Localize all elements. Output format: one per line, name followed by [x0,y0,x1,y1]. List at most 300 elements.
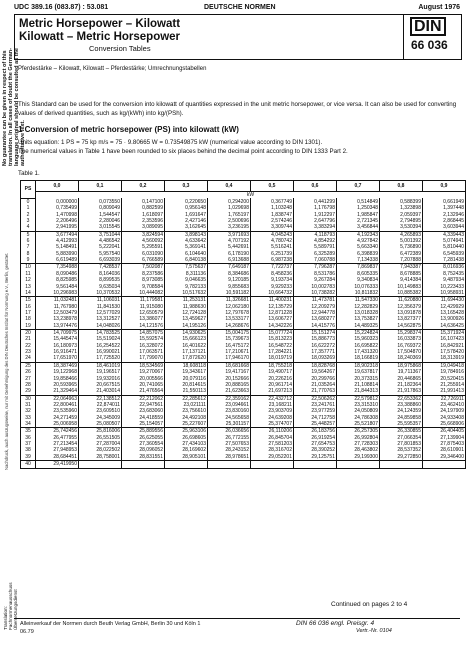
kw-value: 9,414384 [380,277,423,283]
kw-value: 25,227607 [165,421,208,428]
kw-value: 4,927842 [337,238,380,244]
kw-value: 25,521807 [337,421,380,428]
publisher-org: DEUTSCHE NORMEN [204,4,276,11]
kw-value: 6,325289 [294,251,337,257]
kw-value: 25,963106 [165,428,208,435]
kw-value: 24,345009 [79,415,122,421]
ps-value: 20 [21,329,36,336]
kw-value: 4,633642 [165,238,208,244]
kw-value: 19,417167 [208,369,251,375]
kw-value: 16,401622 [165,343,208,349]
kw-value [294,461,337,468]
kw-value: 0,220650 [165,198,208,205]
kw-value: 21,917863 [380,388,423,395]
kw-value: 3,309744 [251,224,294,231]
kw-value: 11,620880 [380,297,423,304]
ps-value: 0 [21,198,36,205]
kw-value: 28,537352 [380,447,423,453]
kw-value: 0,882599 [122,205,165,211]
ps-value: 37 [21,441,36,447]
kw-value [251,461,294,468]
kw-value: 28,831551 [122,454,165,461]
kw-value: 9,855683 [208,283,251,289]
kw-value: 16,475172 [208,343,251,349]
ps-value: 33 [21,415,36,421]
kw-value: 9,782133 [165,283,208,289]
kw-value: 22,947561 [122,402,165,408]
kw-value: 7,281438 [423,257,466,264]
kw-value: 3,236195 [208,224,251,231]
kw-value: 26,772155 [208,435,251,441]
title-block [14,14,462,60]
column-header: 0,3 [165,181,208,192]
kw-value: 25,448257 [294,421,337,428]
kw-value: 11,106031 [79,297,122,304]
kw-value: 13,533177 [208,316,251,322]
kw-value: 21,182364 [380,382,423,388]
ps-value: 14 [21,290,36,297]
kw-value: 2,794895 [380,218,423,224]
kw-value: 6,178190 [208,251,251,257]
kw-value: 20,079116 [165,376,208,382]
column-header: 0,6 [294,181,337,192]
kw-value [423,461,466,468]
table-row [21,290,466,297]
table-row [21,421,466,428]
ps-value: 1 [21,205,36,211]
kw-value: 19,270067 [122,369,165,375]
kw-value: 7,060788 [294,257,337,264]
kw-value: 1,985847 [337,212,380,218]
ps-value: 2 [21,212,36,218]
kw-value: 28,169602 [165,447,208,453]
kw-value: 16,990021 [79,349,122,355]
kw-value: 8,752435 [423,271,466,277]
kw-value: 23,903709 [251,408,294,414]
ps-value: 13 [21,283,36,289]
kw-value: 7,502087 [122,264,165,271]
kw-value: 20,446865 [380,376,423,382]
kw-value: 22,874011 [79,402,122,408]
kw-value: 13,312527 [79,316,122,322]
kw-value: 14,562875 [380,323,423,330]
kw-value: 24,786308 [337,415,380,421]
kw-value: 9,929233 [251,283,294,289]
table-row [21,355,466,362]
kw-value: 29,052201 [251,454,294,461]
kw-value: 6,987238 [251,257,294,264]
kw-value: 17,578420 [423,349,466,355]
kw-value: 29,199300 [337,454,380,461]
kw-value: 12,577029 [79,310,122,316]
kw-value [208,461,251,468]
kw-value: 2,206496 [36,218,79,224]
kw-value: 25,301157 [208,421,251,428]
kw-value: 4,265893 [380,231,423,238]
kw-value: 10,517632 [165,290,208,297]
kw-value: 1,618097 [122,212,165,218]
kw-value: 8,458236 [251,271,294,277]
kw-value: 26,845704 [251,435,294,441]
kw-value [380,461,423,468]
kw-value: 7,649187 [208,264,251,271]
kw-value: 13,606727 [251,316,294,322]
kw-value: 1,912297 [294,212,337,218]
kw-value: 15,813223 [251,336,294,342]
ps-value: 18 [21,316,36,322]
title-line-2: Kilowatt – Metric Horsepower [19,31,181,43]
kw-value: 19,343617 [165,369,208,375]
kw-value: 17,063571 [122,349,165,355]
kw-value: 5,516241 [251,244,294,250]
ps-value: 3 [21,218,36,224]
kw-value: 22,726911 [423,395,466,402]
kw-value: 18,387469 [36,362,79,369]
kw-value: 18,608118 [165,362,208,369]
table-row [21,264,466,271]
kw-value: 7,869837 [337,264,380,271]
kw-value: 26,551505 [79,435,122,441]
kw-value: 0,588399 [380,198,423,205]
kw-value: 0,441299 [294,198,337,205]
kw-value: 27,066354 [380,435,423,441]
kw-value: 20,005566 [122,376,165,382]
kw-value: 18,902318 [337,362,380,369]
kw-value: 12,356379 [380,304,423,310]
table-row [21,323,466,330]
ps-value: 35 [21,428,36,435]
kw-value: 3,015545 [79,224,122,231]
kw-value: 14,121576 [122,323,165,330]
kw-value: 0,735499 [36,205,79,211]
kw-value: 1,103248 [251,205,294,211]
kw-value: 15,592574 [122,336,165,342]
kw-value: 15,151274 [294,329,337,336]
kw-value: 15,519024 [79,336,122,342]
kw-value: 24,565658 [208,415,251,421]
kw-value: 18,681668 [208,362,251,369]
intro-paragraph: This Standard can be used for the conversion into kilowatt of quantities expressed in the unit metric horsepower, or vice versa. It can also be used for converting values of derived quantities, such as kg/(kWh) into kg/(PSh). [18,101,457,117]
kw-value: 16,622272 [294,343,337,349]
kw-value: 5,295591 [122,244,165,250]
ps-value: 6 [21,238,36,244]
publisher-line: Alleinverkauf der Normen durch Beuth Verlag GmbH, Berlin 30 und Köln 1 [20,621,201,627]
kw-value: 1,470998 [36,212,79,218]
kw-value: 20,741065 [122,382,165,388]
kw-value: 21,770763 [294,388,337,395]
kw-value: 10,885382 [380,290,423,297]
table-row [21,224,466,231]
kw-value: 3,603944 [423,224,466,231]
kw-value: 24,933408 [423,415,466,421]
kw-value: 23,315310 [337,402,380,408]
kw-value: 27,507653 [208,441,251,447]
kw-value: 27,287004 [79,441,122,447]
kw-value: 11,694430 [423,297,466,304]
kw-value: 10,444082 [122,290,165,297]
kw-value: 23,462410 [423,402,466,408]
kw-value: 14,268676 [208,323,251,330]
kw-value: 8,384686 [208,271,251,277]
kw-value: 2,353596 [122,218,165,224]
kw-value: 0,809049 [79,205,122,211]
kw-value: 15,666123 [165,336,208,342]
kw-value: 26,404405 [423,428,466,435]
kw-value: 22,506262 [294,395,337,402]
kw-value: 5,736890 [380,244,423,250]
kw-value: 26,625055 [122,435,165,441]
column-header: 0,2 [122,181,165,192]
kw-value: 20,888165 [208,382,251,388]
kw-value: 25,742456 [36,428,79,435]
kw-value: 17,946170 [208,355,251,362]
kw-value: 10,076333 [337,283,380,289]
kw-value: 18,166819 [337,355,380,362]
ps-header: PS [21,181,36,199]
ps-value: 11 [21,271,36,277]
kw-value: 10,664732 [251,290,294,297]
column-header: 0,7 [337,181,380,192]
kw-value: 24,197909 [423,408,466,414]
ps-value: 12 [21,277,36,283]
kw-value: 3,824594 [122,231,165,238]
kw-value: 2,427146 [165,218,208,224]
print-code: 06.79 [20,629,34,635]
kw-value: 17,210671 [208,349,251,355]
kw-value: 23,609510 [79,408,122,414]
kw-value: 5,589791 [294,244,337,250]
kw-value: 18,828768 [294,362,337,369]
kw-value: 8,678885 [380,271,423,277]
kw-value: 4,854292 [294,238,337,244]
kw-value: 5,222041 [79,244,122,250]
unit-row [21,192,466,199]
kw-value: 10,002783 [294,283,337,289]
kw-value: 21,550113 [165,388,208,395]
kw-value: 21,991413 [423,388,466,395]
divider [403,15,404,59]
ps-value: 39 [21,454,36,461]
kw-value: 14,342226 [251,323,294,330]
kw-value: 6,251739 [251,251,294,257]
column-header: 0,8 [380,181,423,192]
ps-value: 34 [21,421,36,428]
kw-value: 23,756610 [165,408,208,414]
kw-value: 12,062180 [208,304,251,310]
kw-value: 0,294200 [208,198,251,205]
kw-value: 23,241761 [294,402,337,408]
kw-value: 16,842921 [423,343,466,349]
kw-value: 7,354988 [36,264,79,271]
kw-value: 22,212062 [122,395,165,402]
kw-value: 24,271459 [36,415,79,421]
kw-value [122,461,165,468]
kw-value: 9,120185 [208,277,251,283]
kw-value: 24,492108 [165,415,208,421]
kw-value: 14,048026 [79,323,122,330]
copyright-note: Nachdruck, auch auszugsweise, nur mit Genehmigung des DIN Deutsches Institut für Normung e.V., Berlin, gestattet. [4,252,9,470]
kw-value: 21,697213 [251,388,294,395]
kw-value: 4,780742 [251,238,294,244]
kw-value: 21,844313 [337,388,380,395]
kw-value: 10,296983 [36,290,79,297]
column-header: 0,1 [79,181,122,192]
kw-value: 27,213454 [36,441,79,447]
kw-value: 11,179581 [122,297,165,304]
kw-value: 3,751044 [79,231,122,238]
kw-value: 13,827377 [380,316,423,322]
kw-value: 27,360554 [122,441,165,447]
kw-value: 21,623663 [208,388,251,395]
kw-value: 21,255914 [423,382,466,388]
kw-value: 20,373315 [337,376,380,382]
kw-value: 21,035264 [294,382,337,388]
kw-value: 28,905101 [165,454,208,461]
kw-value: 3,162645 [165,224,208,231]
kw-value: 7,134338 [337,257,380,264]
kw-value: 22,653362 [380,395,423,402]
kw-value: 13,018328 [337,310,380,316]
kw-value: 16,695822 [337,343,380,349]
units-equation [18,138,458,156]
kw-value: 1,691647 [165,212,208,218]
kw-value: 13,753827 [337,316,380,322]
kw-value: 1,250348 [337,205,380,211]
kw-value: 12,650579 [122,310,165,316]
kw-value: 8,825985 [36,277,79,283]
kw-value: 11,767980 [36,304,79,310]
kw-value: 11,326681 [208,297,251,304]
kw-value: 10,370532 [79,290,122,297]
kw-value: 1,176798 [294,205,337,211]
table-row [21,297,466,304]
kw-value: 16,769372 [380,343,423,349]
kw-value: 14,489325 [337,323,380,330]
column-header: 0,0 [36,181,79,192]
kw-value: 10,958931 [423,290,466,297]
kw-value: 19,196517 [79,369,122,375]
kw-value: 16,916471 [36,349,79,355]
kw-value: 15,886773 [294,336,337,342]
table-row [21,428,466,435]
column-header: 0,9 [423,181,466,192]
kw-value: 2,574246 [251,218,294,224]
kw-value: 20,226216 [251,376,294,382]
kw-value: 25,668906 [423,421,466,428]
kw-value: 5,663340 [337,244,380,250]
kw-value: 13,091878 [380,310,423,316]
kw-value: 12,429929 [423,304,466,310]
kw-value: 29,125751 [294,454,337,461]
kw-value: 3,456844 [337,224,380,231]
ps-value: 28 [21,382,36,388]
kw-value: 28,610901 [423,447,466,453]
kw-value: 26,036656 [208,428,251,435]
kw-value: 23,535960 [36,408,79,414]
kw-value: 28,022502 [79,447,122,453]
kw-value: 3,089095 [122,224,165,231]
din-reference: DIN 66 036 engl. Preisgr. 4 [296,620,375,627]
kw-value: 19,049418 [423,362,466,369]
kw-value: 22,285612 [165,395,208,402]
kw-value: 12,209279 [294,304,337,310]
ps-value: 15 [21,297,36,304]
kw-value: 19,858466 [36,376,79,382]
standard-number: 66 036 [411,38,448,52]
kw-value: 11,032481 [36,297,79,304]
kw-value: 8,531786 [294,271,337,277]
kw-value: 15,298374 [380,329,423,336]
kw-value: 21,476564 [122,388,165,395]
kw-value: 16,548722 [251,343,294,349]
kw-value: 11,400231 [251,297,294,304]
kw-value: 21,108814 [337,382,380,388]
subtitle: Conversion Tables [89,44,151,53]
kw-value: 27,434103 [165,441,208,447]
kw-value [165,461,208,468]
kw-value: 12,944778 [294,310,337,316]
kw-value: 24,712758 [294,415,337,421]
kw-value: 27,801853 [380,441,423,447]
kw-value: 10,223433 [423,283,466,289]
kw-value: 0,956148 [165,205,208,211]
kw-value: 25,816006 [79,428,122,435]
ps-value: 27 [21,376,36,382]
kw-value: 10,149883 [380,283,423,289]
kw-value: 20,961714 [251,382,294,388]
kw-value: 2,647796 [294,218,337,224]
kw-value: 26,919254 [294,435,337,441]
kw-value: 17,431320 [337,349,380,355]
kw-value: 1,029698 [208,205,251,211]
kw-value: 23,683060 [122,408,165,414]
kw-value: 20,152666 [208,376,251,382]
table-row [21,461,466,468]
kw-value: 23,168211 [251,402,294,408]
ps-value: 22 [21,343,36,349]
kw-value: 22,064963 [36,395,79,402]
table-label: Table 1. [18,170,40,177]
kw-value: 18,534569 [122,362,165,369]
translation-notice: No guarantee can be given in respect of this translation. In all cases of doubt the German-language original should be consulted as the authoritative text. [2,48,26,166]
kw-value: 9,340834 [337,277,380,283]
kw-value: 7,428537 [79,264,122,271]
kw-value: 18,755218 [251,362,294,369]
kw-value: 8,973085 [122,277,165,283]
ps-value: 4 [21,224,36,231]
ps-value: 10 [21,264,36,271]
column-header: 0,5 [251,181,294,192]
kw-value: 19,122968 [36,369,79,375]
kw-value: 4,192343 [337,231,380,238]
kw-value: 4,118793 [294,231,337,238]
kw-value: 1,323898 [380,205,423,211]
kw-value: 5,810440 [423,244,466,250]
table-row [21,257,466,264]
kw-value: 6,619489 [36,257,79,264]
kw-value: 6,104640 [165,251,208,257]
kw-value: 26,330855 [380,428,423,435]
ps-value: 8 [21,251,36,257]
kw-value: 24,124359 [380,408,423,414]
kw-value: 12,724128 [165,310,208,316]
kw-value: 27,875403 [423,441,466,447]
kw-value: 11,988630 [165,304,208,310]
kw-value: 18,313919 [423,355,466,362]
kw-value: 22,138512 [79,395,122,402]
kw-value: 28,316702 [251,447,294,453]
kw-value: 11,547330 [337,297,380,304]
